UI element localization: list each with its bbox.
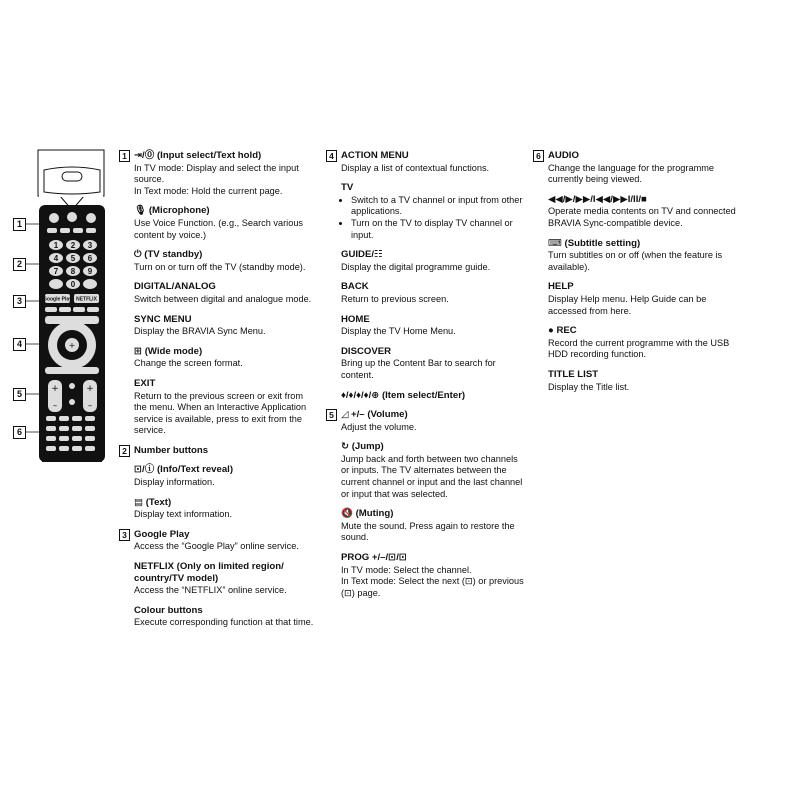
entry-title: SYNC MENU (134, 313, 192, 325)
section-number: 4 (326, 150, 337, 162)
entry (548, 238, 737, 274)
entry-text: Turn on or turn off the TV (standby mode). (134, 261, 306, 272)
entry-text: Display the TV Home Menu. (341, 326, 456, 337)
remote-label-2: 2 (13, 258, 26, 271)
entry (134, 445, 317, 457)
column-3 (533, 150, 737, 401)
section (533, 150, 737, 393)
remote-label-5: 5 (13, 388, 26, 401)
entry (341, 182, 526, 241)
section-number: 6 (533, 150, 544, 162)
entry-text: Display information. (134, 477, 215, 488)
section (119, 445, 317, 521)
svg-text:–: – (87, 401, 93, 411)
entry-title: ⌨ (Subtitle setting) (548, 237, 641, 249)
entry-title: ⏻ (TV standby) (134, 249, 203, 261)
entry-text: In TV mode: Select the channel. (341, 564, 472, 575)
section-number: 2 (119, 445, 130, 457)
entry (341, 441, 526, 500)
entry (134, 605, 317, 629)
svg-text:+: + (68, 341, 76, 350)
svg-text:6: 6 (87, 254, 93, 263)
entry (134, 314, 317, 338)
entry-title: TITLE LIST (548, 368, 599, 380)
entry-text: In Text mode: Hold the current page. (134, 185, 283, 196)
entry (134, 529, 317, 553)
entry (548, 281, 737, 317)
section-number: 3 (119, 529, 130, 541)
entry-text: Access the “Google Play” online service. (134, 541, 299, 552)
entry (548, 325, 737, 361)
svg-text:5: 5 (70, 254, 76, 263)
entry-title: 🎙 (Microphone) (134, 205, 210, 217)
entry (341, 409, 526, 433)
entry (548, 369, 737, 393)
entry-title: HELP (548, 281, 574, 293)
svg-text:8: 8 (70, 267, 76, 276)
entry-title: ● REC (548, 325, 577, 337)
entry-title: GUIDE/☷ (341, 249, 383, 261)
entry-title: ◿ +/– (Volume) (341, 409, 408, 421)
entry (341, 390, 526, 402)
entry-text: Mute the sound. Press again to restore the sound. (341, 520, 515, 543)
entry-title: HOME (341, 313, 370, 325)
svg-text:+: + (86, 384, 94, 394)
entry-title: NETFLIX (Only on limited region/ country/TV model) (134, 561, 284, 584)
entry-title: ACTION MENU (341, 150, 409, 161)
entry-text: Use Voice Function. (e.g., Search various content by voice.) (134, 217, 304, 240)
svg-text:–: – (52, 401, 58, 411)
remote-label-1: 1 (13, 218, 26, 231)
entry-text: Change the language for the programme currently being viewed. (548, 162, 714, 185)
section-number: 1 (119, 150, 130, 162)
entry-text: In TV mode: Display and select the input source. (134, 162, 299, 185)
entry-title: Colour buttons (134, 604, 203, 616)
entry-title: DISCOVER (341, 345, 392, 357)
entry-title: ◀◀/▶/▶▶/I◀◀/▶▶I/II/■ (548, 193, 647, 205)
svg-text:1: 1 (53, 241, 59, 250)
entry-text: Turn subtitles on or off (when the feature is available). (548, 250, 723, 272)
entry (341, 508, 526, 544)
entry (341, 281, 526, 305)
section (119, 150, 317, 437)
entry-text: Return to the previous screen or exit from the menu. When an Interactive Application service is available, press to exit from the service. (134, 390, 307, 436)
entry (134, 150, 317, 197)
entry-text: Operate media contents on TV and connected BRAVIA Sync-compatible device. (548, 206, 736, 228)
column-2 (326, 150, 526, 607)
entry (134, 561, 317, 597)
section-number: 5 (326, 409, 337, 421)
section (119, 529, 317, 629)
entry-title: ↻ (Jump) (341, 441, 384, 453)
entry (341, 346, 526, 382)
entry (341, 249, 526, 273)
entry-text: Display Help menu. Help Guide can be accessed from here. (548, 293, 707, 316)
entry-text: Switch between digital and analogue mode. (134, 293, 312, 304)
entry-text: Jump back and forth between two channels or inputs. The TV alternates between the current channel or input and the last channel or input that was selected. (341, 453, 523, 499)
entry (134, 205, 317, 241)
svg-text:9: 9 (87, 267, 93, 276)
entry-text: Execute corresponding function at that time. (134, 617, 314, 628)
entry-title: ⊡/ⓘ (Info/Text reveal) (134, 464, 234, 476)
remote-label-4: 4 (13, 338, 26, 351)
entry (134, 378, 317, 437)
entry (134, 464, 317, 488)
remote-label-6: 6 (13, 426, 26, 439)
entry-text: Display text information. (134, 509, 233, 520)
svg-text:+: + (51, 384, 59, 394)
bullet-list (341, 195, 526, 241)
entry-title: ♦/♦/♦/♦/⊕ (Item select/Enter) (341, 389, 466, 401)
entry-text: Change the screen format. (134, 358, 243, 369)
entry-title: ▤ (Text) (134, 496, 172, 508)
entry (341, 552, 526, 599)
entry-text: Adjust the volume. (341, 421, 417, 432)
entry (548, 150, 737, 186)
section (326, 409, 526, 599)
entry-title: EXIT (134, 377, 156, 389)
entry-text: Display the digital programme guide. (341, 261, 491, 272)
mic-icon (62, 172, 82, 181)
entry-title: AUDIO (548, 150, 579, 161)
netflix-text: NETFLIX (76, 296, 97, 303)
entry-text: Bring up the Content Bar to search for content. (341, 358, 496, 380)
entry (134, 249, 317, 273)
svg-text:4: 4 (53, 254, 59, 263)
svg-text:2: 2 (70, 241, 76, 250)
entry (134, 281, 317, 305)
svg-text:7: 7 (53, 267, 59, 276)
entry-text: Record the current programme with the USB HDD recording function. (548, 337, 730, 360)
entry (341, 150, 526, 174)
entry-title: ⊞ (Wide mode) (134, 345, 203, 357)
entry-title: Google Play (134, 528, 190, 540)
svg-text:3: 3 (87, 241, 93, 250)
entry (134, 346, 317, 370)
google-play-text: Google Play (43, 296, 72, 303)
column-1 (119, 150, 317, 637)
entry-text: Display a list of contextual functions. (341, 162, 490, 173)
remote-label-3: 3 (13, 295, 26, 308)
entry-text: Return to previous screen. (341, 293, 449, 304)
entry-title: ⇥/⓪ (Input select/Text hold) (134, 150, 262, 161)
entry (548, 194, 737, 230)
entry-title: Number buttons (134, 444, 209, 456)
entry-title: PROG +/–/⊡/⊡ (341, 552, 407, 564)
entry-text: Display the BRAVIA Sync Menu. (134, 326, 266, 337)
bullet-item: • Turn on the TV to display TV channel or input. (351, 218, 526, 241)
entry (134, 497, 317, 521)
section (326, 150, 526, 401)
entry-text: In Text mode: Select the next (⊡) or previous (⊡) page. (341, 576, 524, 598)
bullet-item: • Switch to a TV channel or input from other applications. (351, 195, 526, 218)
entry-title: BACK (341, 281, 369, 293)
entry-title: 🔇 (Muting) (341, 508, 394, 520)
entry-title: DIGITAL/ANALOG (134, 281, 216, 293)
svg-text:0: 0 (70, 280, 76, 289)
entry (341, 314, 526, 338)
entry-text: Access the “NETFLIX” online service. (134, 585, 287, 596)
entry-text: Display the Title list. (548, 381, 630, 392)
entry-title: TV (341, 182, 354, 194)
